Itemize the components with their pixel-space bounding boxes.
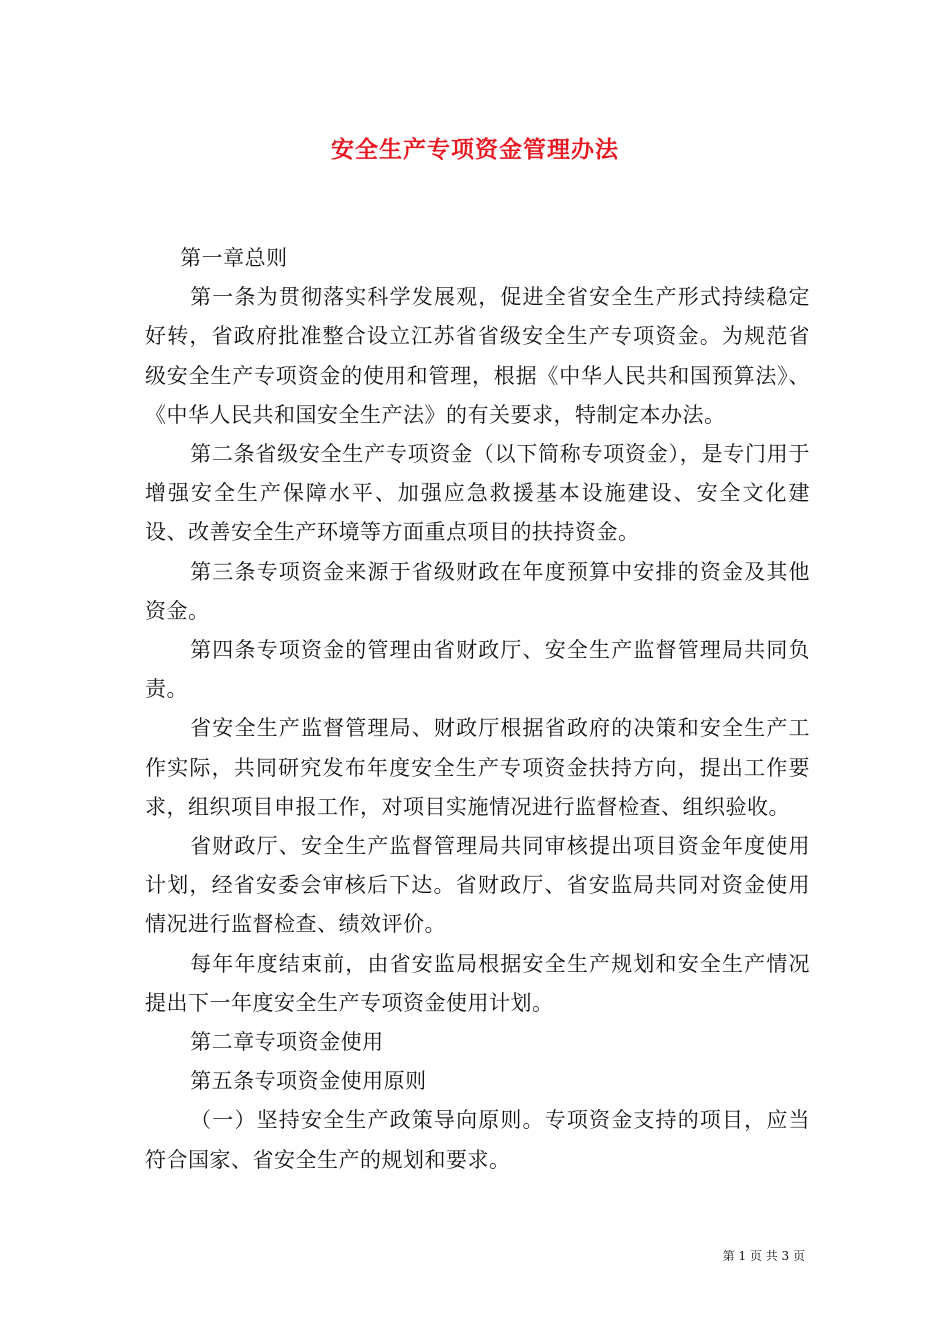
article-4-paragraph-2: 省安全生产监督管理局、财政厅根据省政府的决策和安全生产工作实际，共同研究发布年度安全生产专项资金扶持方向，提出工作要求，组织项目申报工作，对项目实施情况进行监督检查、组织验收。 <box>145 716 810 819</box>
article-5: 第五条专项资金使用原则 <box>190 1069 427 1094</box>
article-4-paragraph-4: 每年年度结束前，由省安监局根据安全生产规划和安全生产情况提出下一年度安全生产专项资金使用计划。 <box>145 951 810 1015</box>
document-title: 安全生产专项资金管理办法 <box>331 136 619 163</box>
article-4-paragraph-3: 省财政厅、安全生产监督管理局共同审核提出项目资金年度使用计划，经省安委会审核后下达。省财政厅、省安监局共同对资金使用情况进行监督检查、绩效评价。 <box>145 834 810 937</box>
article-4: 第四条专项资金的管理由省财政厅、安全生产监督管理局共同负责。 <box>145 638 810 702</box>
article-5-item-1: （一）坚持安全生产政策导向原则。专项资金支持的项目，应当符合国家、省安全生产的规划和要求。 <box>145 1108 810 1172</box>
article-1: 第一条为贯彻落实科学发展观，促进全省安全生产形式持续稳定好转，省政府批准整合设立江苏省省级安全生产专项资金。为规范省级安全生产专项资金的使用和管理，根据《中华人民共和国预算法》、《中华人民共和国安全生产法》的有关要求，特制定本办法。 <box>145 285 810 427</box>
document-body <box>145 239 810 1180</box>
chapter-heading-1: 第一章总则 <box>180 246 288 270</box>
article-3: 第三条专项资金来源于省级财政在年度预算中安排的资金及其他资金。 <box>145 559 810 623</box>
page-number: 第 1 页 共 3 页 <box>722 1249 805 1263</box>
article-2: 第二条省级安全生产专项资金（以下简称专项资金），是专门用于增强安全生产保障水平、加强应急救援基本设施建设、安全文化建设、改善安全生产环境等方面重点项目的扶持资金。 <box>145 442 810 545</box>
chapter-heading-2: 第二章专项资金使用 <box>190 1030 384 1055</box>
